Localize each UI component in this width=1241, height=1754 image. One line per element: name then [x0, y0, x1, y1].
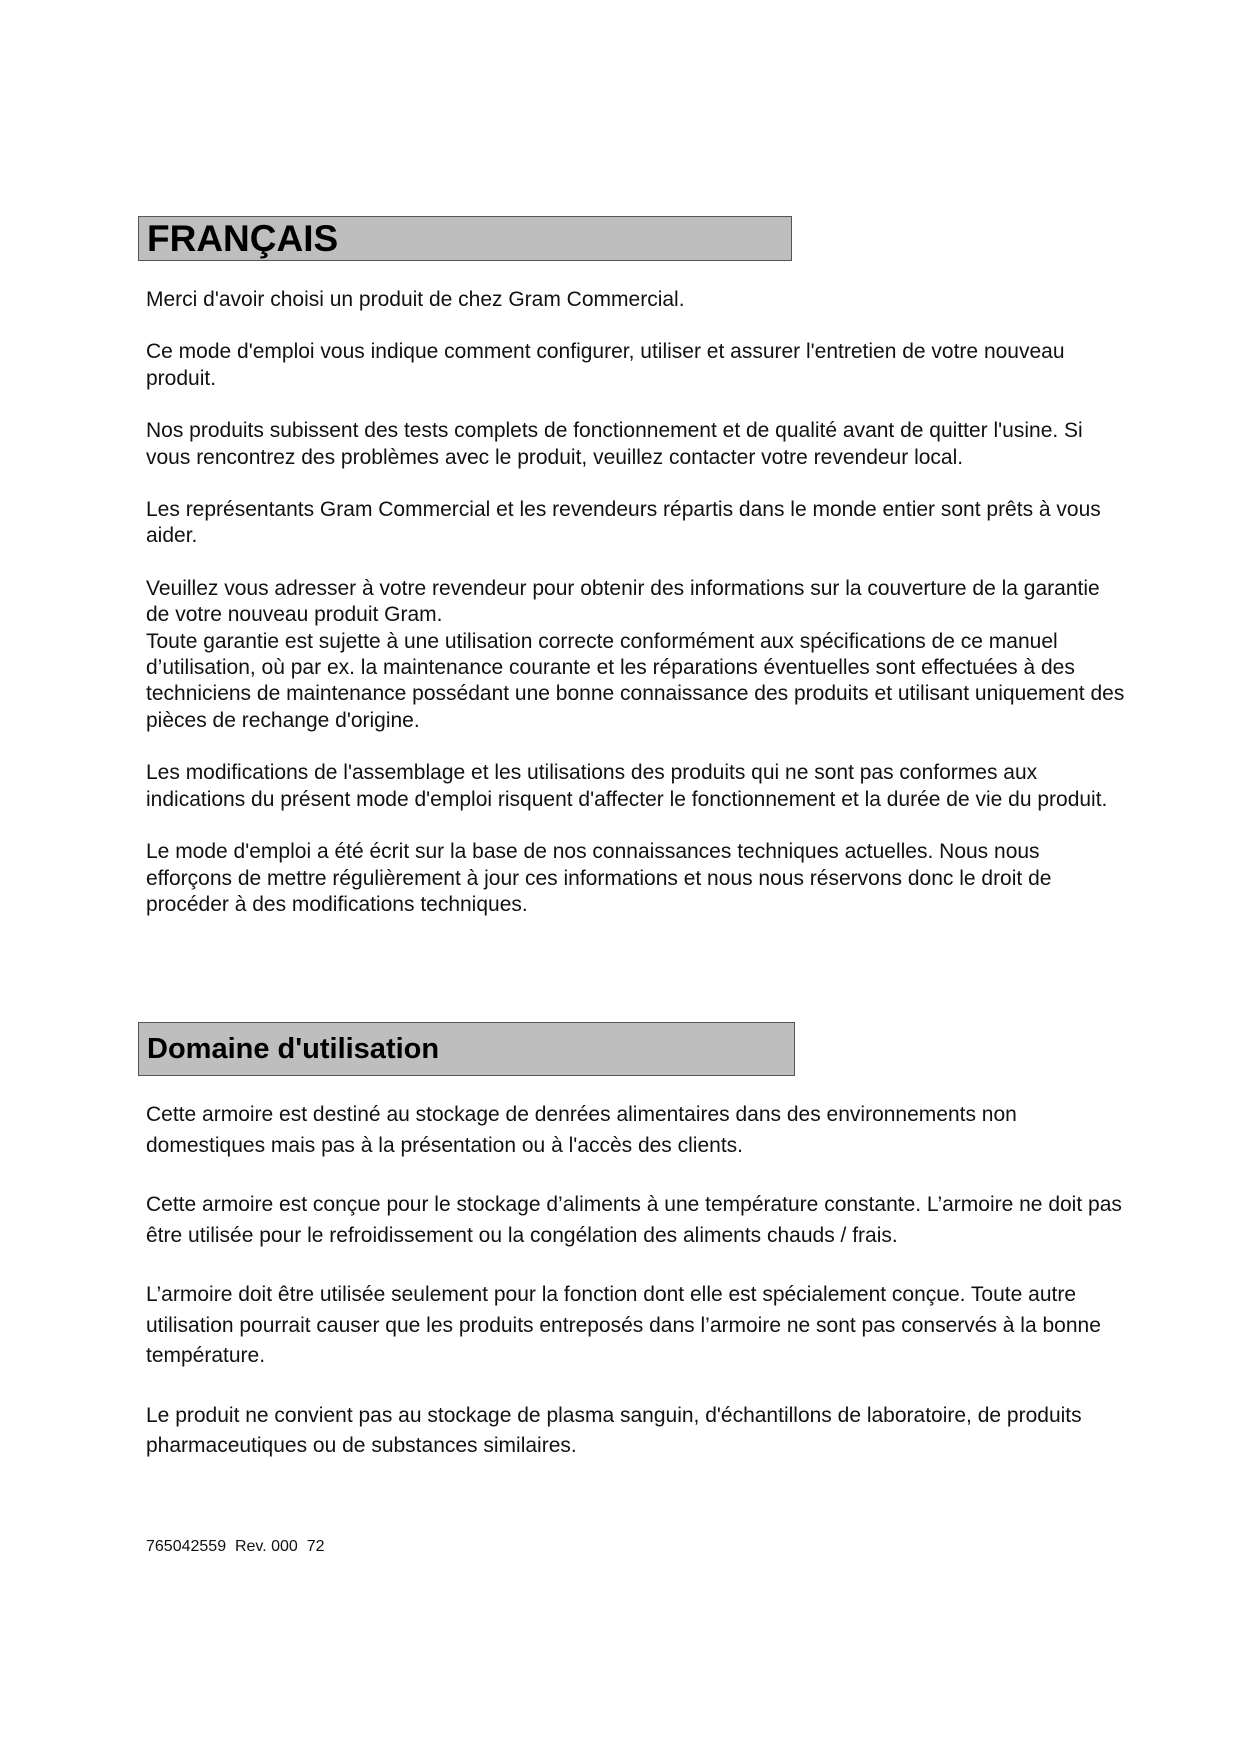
paragraph: L’armoire doit être utilisée seulement pour la fonction dont elle est spécialement conçue. Toute autre utilisation pourrait causer que les produits entreposés dans l’armoire ne sont pas conservés à la bonne température.: [146, 1283, 1101, 1367]
paragraph: Le mode d'emploi a été écrit sur la base de nos connaissances techniques actuelles. Nous nous efforçons de mettre régulièrement à jour ces informations et nous nous réservons donc le droit de procéder à des modifications techniques.: [146, 840, 1052, 916]
paragraph: Nos produits subissent des tests complets de fonctionnement et de qualité avant de quitter l'usine. Si vous rencontrez des problèmes avec le produit, veuillez contacter votre revendeur local.: [146, 419, 1083, 469]
paragraph: Ce mode d'emploi vous indique comment configurer, utiliser et assurer l'entretien de votre nouveau produit.: [146, 340, 1065, 390]
paragraph: Cette armoire est destiné au stockage de denrées alimentaires dans des environnements non domestiques mais pas à la présentation ou à l'accès des clients.: [146, 1103, 1017, 1157]
paragraph: Cette armoire est conçue pour le stockage d’aliments à une température constante. L’armoire ne doit pas être utilisée pour le refroidissement ou la congélation des aliments chauds / frais.: [146, 1193, 1122, 1247]
heading-text: FRANÇAIS: [147, 217, 339, 259]
paragraph: Le produit ne convient pas au stockage de plasma sanguin, d'échantillons de laboratoire, de produits pharmaceutiques ou de substances similaires.: [146, 1403, 1082, 1457]
section-heading-domaine: [138, 1022, 795, 1076]
page-footer: 765042559 Rev. 000 72: [146, 1538, 325, 1555]
domaine-section: [146, 1100, 1126, 1491]
paragraph: Les modifications de l'assemblage et les utilisations des produits qui ne sont pas conformes aux indications du présent mode d'emploi risquent d'affecter le fonctionnement et la durée de vie du produit.: [146, 761, 1108, 811]
paragraph: Toute garantie est sujette à une utilisation correcte conformément aux spécifications de ce manuel d’utilisation, où par ex. la maintenance courante et les réparations éventuelles sont effectuées à des techniciens de maintenance possédant une bonne connaissance des produits et utilisant uniquement des pièces de rechange d'origine.: [146, 629, 1125, 732]
heading-text: Domaine d'utilisation: [147, 1032, 440, 1065]
intro-section: [146, 287, 1126, 918]
section-heading-francais: [138, 216, 792, 261]
paragraph: Merci d'avoir choisi un produit de chez Gram Commercial.: [146, 288, 685, 311]
paragraph: Veuillez vous adresser à votre revendeur pour obtenir des informations sur la couverture de la garantie de votre nouveau produit Gram.: [146, 576, 1100, 627]
paragraph: Les représentants Gram Commercial et les revendeurs répartis dans le monde entier sont prêts à vous aider.: [146, 498, 1101, 548]
